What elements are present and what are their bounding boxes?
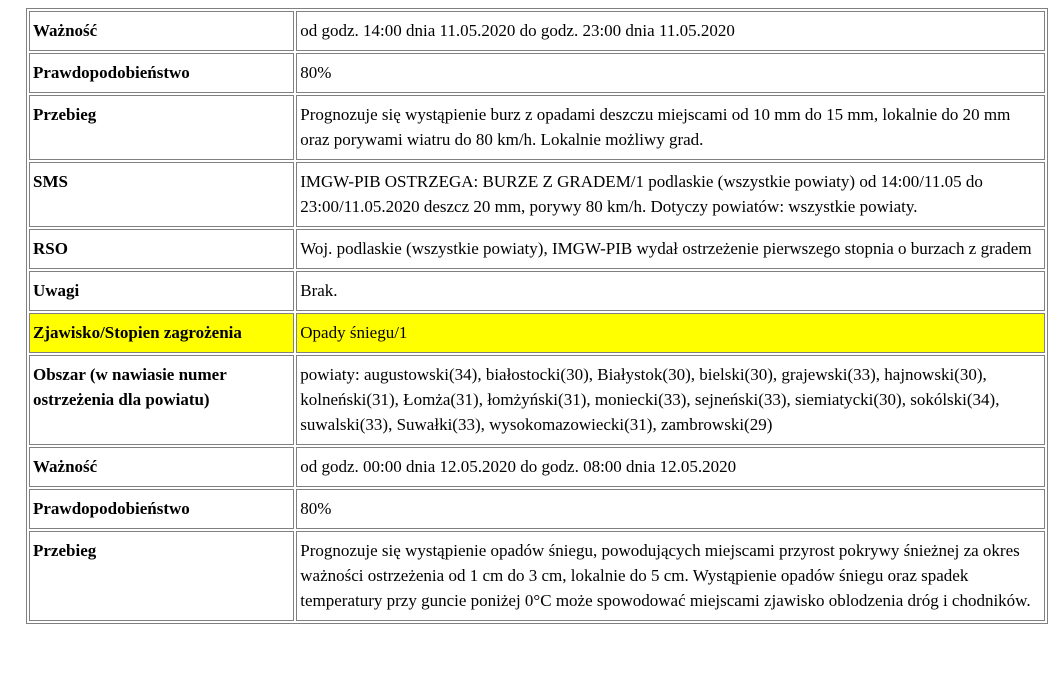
row-value: od godz. 14:00 dnia 11.05.2020 do godz. 23:00 dnia 11.05.2020	[296, 11, 1045, 51]
row-value: od godz. 00:00 dnia 12.05.2020 do godz. 08:00 dnia 12.05.2020	[296, 447, 1045, 487]
table-row-area	[29, 355, 1045, 445]
table-row-validity-2	[29, 447, 1045, 487]
table-row-course-2	[29, 531, 1045, 621]
row-value: IMGW-PIB OSTRZEGA: BURZE Z GRADEM/1 podlaskie (wszystkie powiaty) od 14:00/11.05 do 23:00/11.05.2020 deszcz 20 mm, porywy 80 km/h. Dotyczy powiatów: wszystkie powiaty.	[296, 162, 1045, 227]
row-value: Prognozuje się wystąpienie burz z opadami deszczu miejscami od 10 mm do 15 mm, lokalnie do 20 mm oraz porywami wiatru do 80 km/h. Lokalnie możliwy grad.	[296, 95, 1045, 160]
table-row-course-1	[29, 95, 1045, 160]
weather-warning-table	[26, 8, 1048, 624]
table-row-remarks	[29, 271, 1045, 311]
row-label: Przebieg	[29, 531, 294, 621]
table-row-sms	[29, 162, 1045, 227]
row-label: Przebieg	[29, 95, 294, 160]
row-label: SMS	[29, 162, 294, 227]
table-row-phenomenon-highlight	[29, 313, 1045, 353]
row-label: Prawdopodobieństwo	[29, 489, 294, 529]
row-label: Ważność	[29, 11, 294, 51]
row-label: RSO	[29, 229, 294, 269]
warning-table-container	[26, 8, 1048, 624]
row-value: powiaty: augustowski(34), białostocki(30), Białystok(30), bielski(30), grajewski(33), hajnowski(30), kolneński(31), Łomża(31), łomżyński(31), moniecki(33), sejneński(33), siemiatycki(30), sokólski(34), suwalski(33), Suwałki(33), wysokomazowiecki(31), zambrowski(29)	[296, 355, 1045, 445]
row-value: 80%	[296, 489, 1045, 529]
row-label: Obszar (w nawiasie numer ostrzeżenia dla powiatu)	[29, 355, 294, 445]
row-label: Prawdopodobieństwo	[29, 53, 294, 93]
table-row-probability-2	[29, 489, 1045, 529]
table-row-rso	[29, 229, 1045, 269]
row-label: Ważność	[29, 447, 294, 487]
row-value: Opady śniegu/1	[296, 313, 1045, 353]
row-label: Zjawisko/Stopien zagrożenia	[29, 313, 294, 353]
row-value: Woj. podlaskie (wszystkie powiaty), IMGW-PIB wydał ostrzeżenie pierwszego stopnia o burzach z gradem	[296, 229, 1045, 269]
row-label: Uwagi	[29, 271, 294, 311]
row-value: Brak.	[296, 271, 1045, 311]
row-value: 80%	[296, 53, 1045, 93]
table-row-probability-1	[29, 53, 1045, 93]
table-row-validity-1	[29, 11, 1045, 51]
row-value: Prognozuje się wystąpienie opadów śniegu, powodujących miejscami przyrost pokrywy śnieżnej za okres ważności ostrzeżenia od 1 cm do 3 cm, lokalnie do 5 cm. Wystąpienie opadów śniegu oraz spadek temperatury przy guncie poniżej 0°C może spowodować miejscami zjawisko oblodzenia dróg i chodników.	[296, 531, 1045, 621]
